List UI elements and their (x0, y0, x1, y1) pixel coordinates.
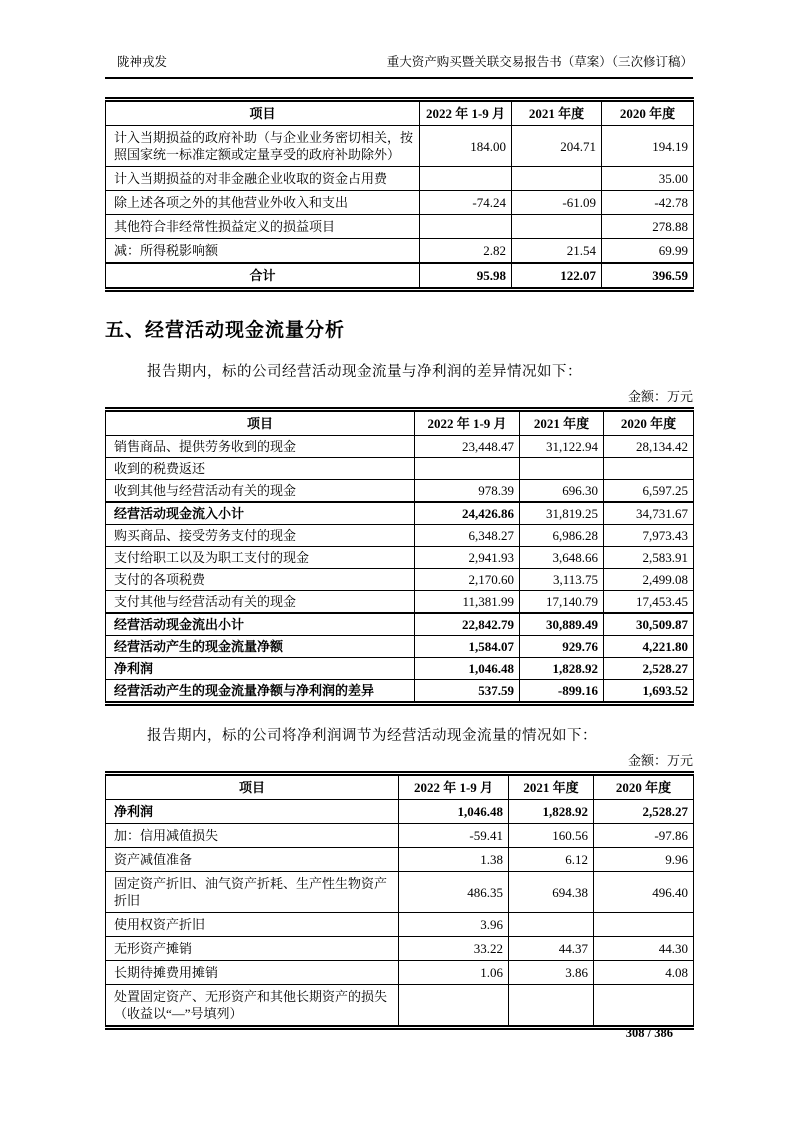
row-value: 496.40 (594, 872, 694, 913)
table-row (106, 591, 694, 614)
table-row (106, 263, 694, 290)
row-label: 经营活动产生的现金流量净额与净利润的差异 (106, 680, 415, 704)
row-value: 204.71 (512, 126, 602, 167)
row-value: 30,509.87 (604, 613, 694, 636)
row-value: 694.38 (509, 872, 594, 913)
row-value: 3.86 (509, 961, 594, 985)
column-header: 2020 年度 (604, 410, 694, 436)
row-label: 计入当期损益的政府补助（与企业业务密切相关，按照国家统一标准定额或定量享受的政府补助除外） (106, 126, 420, 167)
row-value: 1.38 (399, 848, 509, 872)
paragraph-profit-adjustment: 报告期内，标的公司将净利润调节为经营活动现金流量的情况如下： (147, 728, 597, 744)
row-value: 396.59 (602, 263, 694, 290)
row-value: 44.30 (594, 937, 694, 961)
row-value: 44.37 (509, 937, 594, 961)
row-value (420, 215, 512, 239)
row-label: 净利润 (106, 800, 399, 824)
row-value: 6.12 (509, 848, 594, 872)
row-value: 1,584.07 (415, 636, 520, 658)
row-value: 30,889.49 (520, 613, 604, 636)
table-row (106, 458, 694, 480)
column-header: 2020 年度 (602, 100, 694, 126)
table-header-row (106, 774, 694, 800)
row-value (399, 985, 509, 1028)
table-row (106, 525, 694, 547)
column-header: 2022 年 1-9 月 (420, 100, 512, 126)
row-value: 33.22 (399, 937, 509, 961)
table-row (106, 126, 694, 167)
table-row (106, 848, 694, 872)
row-value: 3,113.75 (520, 569, 604, 591)
row-value: 9.96 (594, 848, 694, 872)
column-header: 2022 年 1-9 月 (415, 410, 520, 436)
row-value (594, 913, 694, 937)
row-label: 减：所得税影响额 (106, 239, 420, 264)
row-value: 2,528.27 (594, 800, 694, 824)
row-value: 69.99 (602, 239, 694, 264)
table-row (106, 937, 694, 961)
row-value (512, 215, 602, 239)
table-row (106, 872, 694, 913)
column-header: 2021 年度 (520, 410, 604, 436)
row-value: 6,986.28 (520, 525, 604, 547)
row-label: 无形资产摊销 (106, 937, 399, 961)
row-value: 2,941.93 (415, 547, 520, 569)
row-value: 486.35 (399, 872, 509, 913)
column-header: 项目 (106, 100, 420, 126)
row-value: 6,597.25 (604, 480, 694, 503)
table-row (106, 569, 694, 591)
row-label: 销售商品、提供劳务收到的现金 (106, 436, 415, 458)
row-value: 2,528.27 (604, 658, 694, 680)
row-value: 28,134.42 (604, 436, 694, 458)
row-value: 929.76 (520, 636, 604, 658)
row-value: 3,648.66 (520, 547, 604, 569)
table-nonrecurring-items (105, 97, 694, 292)
row-value (509, 985, 594, 1028)
row-value: 978.39 (415, 480, 520, 503)
row-value: 194.19 (602, 126, 694, 167)
row-label: 购买商品、接受劳务支付的现金 (106, 525, 415, 547)
row-value: 95.98 (420, 263, 512, 290)
row-value: 4,221.80 (604, 636, 694, 658)
unit-label-1: 金额：万元 (627, 389, 693, 404)
row-label: 固定资产折旧、油气资产折耗、生产性生物资产折旧 (106, 872, 399, 913)
row-label: 支付的各项税费 (106, 569, 415, 591)
row-value: 2,499.08 (604, 569, 694, 591)
row-value: 184.00 (420, 126, 512, 167)
table-row (106, 800, 694, 824)
row-label: 计入当期损益的对非金融企业收取的资金占用费 (106, 167, 420, 191)
column-header: 2021 年度 (509, 774, 594, 800)
table-row (106, 985, 694, 1028)
row-label: 使用权资产折旧 (106, 913, 399, 937)
row-value: 122.07 (512, 263, 602, 290)
row-label: 收到的税费返还 (106, 458, 415, 480)
row-value: 2,170.60 (415, 569, 520, 591)
row-value (604, 458, 694, 480)
row-value: 22,842.79 (415, 613, 520, 636)
row-value: 21.54 (512, 239, 602, 264)
table-profit-adjustment (105, 771, 694, 1030)
row-value: -59.41 (399, 824, 509, 848)
row-label: 净利润 (106, 658, 415, 680)
row-value (509, 913, 594, 937)
row-label: 支付给职工以及为职工支付的现金 (106, 547, 415, 569)
table-row (106, 436, 694, 458)
row-label: 经营活动现金流入小计 (106, 502, 415, 525)
row-value (594, 985, 694, 1028)
row-value: 23,448.47 (415, 436, 520, 458)
row-value: 160.56 (509, 824, 594, 848)
row-value: -42.78 (602, 191, 694, 215)
row-value: 537.59 (415, 680, 520, 704)
row-value: 696.30 (520, 480, 604, 503)
row-label: 其他符合非经常性损益定义的损益项目 (106, 215, 420, 239)
column-header: 2020 年度 (594, 774, 694, 800)
table-row (106, 480, 694, 503)
row-value: 1,693.52 (604, 680, 694, 704)
table-row (106, 961, 694, 985)
table-header-row (106, 100, 694, 126)
table-row (106, 502, 694, 525)
row-value: 31,819.25 (520, 502, 604, 525)
unit-label-2: 金额：万元 (627, 753, 693, 768)
row-value: 1,046.48 (399, 800, 509, 824)
row-value: -899.16 (520, 680, 604, 704)
row-label: 处置固定资产、无形资产和其他长期资产的损失（收益以“—”号填列） (106, 985, 399, 1028)
row-value: 1,828.92 (509, 800, 594, 824)
table-row (106, 636, 694, 658)
table-row (106, 239, 694, 264)
row-label: 支付其他与经营活动有关的现金 (106, 591, 415, 614)
row-value (512, 167, 602, 191)
header-company-name: 陇神戎发 (117, 55, 168, 69)
row-label: 经营活动现金流出小计 (106, 613, 415, 636)
table-row (106, 680, 694, 704)
row-label: 长期待摊费用摊销 (106, 961, 399, 985)
header-document-title: 重大资产购买暨关联交易报告书（草案）（三次修订稿） (386, 55, 693, 69)
row-value: -61.09 (512, 191, 602, 215)
table-row (106, 824, 694, 848)
column-header: 项目 (106, 774, 399, 800)
page-number: 308 / 386 (625, 1026, 673, 1040)
row-label: 合计 (106, 263, 420, 290)
row-value (520, 458, 604, 480)
column-header: 项目 (106, 410, 415, 436)
row-label: 资产减值准备 (106, 848, 399, 872)
row-value: 35.00 (602, 167, 694, 191)
table-row (106, 215, 694, 239)
row-value: 1,828.92 (520, 658, 604, 680)
column-header: 2021 年度 (512, 100, 602, 126)
table-operating-cashflow (105, 407, 694, 706)
table-row (106, 613, 694, 636)
row-value: 6,348.27 (415, 525, 520, 547)
table-row (106, 658, 694, 680)
table-row (106, 913, 694, 937)
row-value (420, 167, 512, 191)
section-heading: 五、经营活动现金流量分析 (105, 319, 346, 341)
row-value: 34,731.67 (604, 502, 694, 525)
paragraph-cashflow-diff: 报告期内，标的公司经营活动现金流量与净利润的差异情况如下： (147, 364, 582, 380)
row-value: 2.82 (420, 239, 512, 264)
row-value: -97.86 (594, 824, 694, 848)
row-value: 17,140.79 (520, 591, 604, 614)
row-value: 278.88 (602, 215, 694, 239)
row-value: 31,122.94 (520, 436, 604, 458)
row-value (415, 458, 520, 480)
row-value: 11,381.99 (415, 591, 520, 614)
table-row (106, 167, 694, 191)
row-value: 2,583.91 (604, 547, 694, 569)
running-header (105, 52, 693, 79)
row-value: 1.06 (399, 961, 509, 985)
row-value: 4.08 (594, 961, 694, 985)
row-label: 加：信用减值损失 (106, 824, 399, 848)
row-value: 17,453.45 (604, 591, 694, 614)
row-label: 除上述各项之外的其他营业外收入和支出 (106, 191, 420, 215)
row-value: 1,046.48 (415, 658, 520, 680)
row-value: -74.24 (420, 191, 512, 215)
table-row (106, 547, 694, 569)
row-label: 收到其他与经营活动有关的现金 (106, 480, 415, 503)
row-value: 7,973.43 (604, 525, 694, 547)
row-value: 24,426.86 (415, 502, 520, 525)
table-header-row (106, 410, 694, 436)
row-value: 3.96 (399, 913, 509, 937)
column-header: 2022 年 1-9 月 (399, 774, 509, 800)
table-row (106, 191, 694, 215)
row-label: 经营活动产生的现金流量净额 (106, 636, 415, 658)
